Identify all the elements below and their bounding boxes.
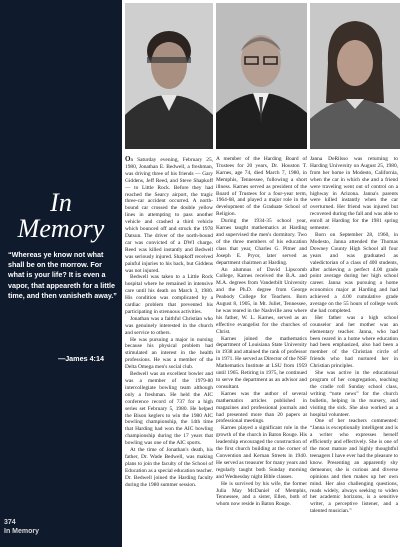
article-paragraph: During the 1934-35 school year, Karnes taught mathematics at Harding and supervised the men's dormitory. Two of the three members of his education class that year, Charles G. Pitner and Joseph E. Pryor, later served as department chairmen at Harding.	[216, 218, 307, 266]
article-paragraph: Janna DeRilsso was returning to Harding University on August 25, 1980, from her home in Modesto, California, when the car in which she and a friend were traveling went out of control on a highway in Arizona. Janna's parents were killed instantly when the car overturned. Her friend was injured but recovered during the fall and was able to enroll at Harding for the 1981 spring semester.	[310, 156, 398, 232]
article-jonathan-bedwell	[125, 156, 213, 544]
section-label: In Memory	[4, 528, 40, 535]
portrait-photo-1	[125, 3, 213, 149]
title-line-1: In	[50, 188, 72, 217]
article-paragraph: An alumnus of David Lipscomb College, Karnes received the B.A. and M.A. degrees from Vanderbilt University and the Ph.D. degree from George Peabody College for Teachers. Born August 8, 1905, in Mt. Juliet, Tennessee, he was reared in the Nashville area where his father, W. L. Karnes, served as an effective evangelist for the churches of Christ.	[216, 266, 307, 335]
article-paragraph: Bedwell was an excellent bowler and was a member of the 1979-80 intercollegiate bowling team although only a freshman. He held the AIC conference record of 737 for a high series set February 5, 1980. He helped the Bison keglers to win the 1980 AIC bowling championship, the 14th time that Harding had won the AIC bowling championship during the 17 years that bowling was one of the AIC sports.	[125, 371, 213, 447]
portrait-photo-3	[310, 3, 400, 149]
article-paragraph: Bedwell was taken to a Little Rock hospital where he remained in intensive care until his death on March 3, 1980. His condition was complicated by a cardiac problem that prevented his participating in strenuous activities.	[125, 274, 213, 315]
title-line-2: Memory	[17, 214, 105, 243]
article-paragraph: She was active in the educational program of her congregation, teaching the cradle roll Sunday school class, writing “note news” for the church bulletin, helping in the nursery, and visiting the sick. She also worked as a hospital volunteer.	[310, 370, 398, 418]
epigraph-reference: —James 4:14	[58, 354, 104, 363]
article-paragraph: He was pursuing a major in nursing because his physical problem had stimulated an interest in the health professions. He was a member of the Delta Omega men's social club.	[125, 336, 213, 371]
section-title	[0, 190, 122, 242]
drop-cap: O	[125, 156, 131, 163]
article-paragraph: Karnes played a significant role in the growth of the church in Baton Rouge. His leadership encouraged the construction of the first church building at the corner of Convention and Kernan Streets in 1940. He served as treasurer for many years and regularly taught both Sunday morning and Wednesday night Bible classes.	[216, 425, 307, 480]
article-paragraph: On Saturday evening, February 25, 1980, Jonathan E. Bedwell, a freshman, was driving three of his friends — Gary Giddens, Jeff Reed, and Steve Shapkoff — to Little Rock. Before they had reached the Searcy airport, the tragic three-car accident occurred. A north-bound car crossed the double yellow lines in attempting to pass another vehicle and crashed a third vehicle which bounced off and struck the 1978 Datsun. The driver of the north-bound car was convicted of a DWI charge. Reed was killed instantly and Bedwell was seriously injured. Shapkoff received painful injuries to his back, but Giddens was not injured.	[125, 156, 213, 274]
article-paragraph: One of her teachers commented: “Janna is exceptionally intelligent and is a writer who expresses herself efficiently and effectively. She is one of the most mature and highly thoughtful teenagers I have ever had the pleasure to know. Presenting an apparently shy demeanor, she is curious and diverse opinions and then makes up her own mind. Her also challenging questions, reads widely, always seeking to widen her academic horizons, is a sensitive writer, a perceptive listener, and a talented musician.”	[310, 418, 398, 515]
article-paragraph: Karnes joined the mathematics department of Louisiana State University in 1938 and attained the rank of professor in 1971. He served as Director of the NSF Mathematics Institute at LSU from 1959 until 1965. Retiring in 1975, he continued to serve the department as an advisor and consultant.	[216, 335, 307, 390]
page-number: 374	[4, 519, 16, 526]
article-paragraph: A member of the Harding Board of Trustees for 20 years, Dr. Houston T. Karnes, age 74, died March 7, 1980, in Memphis, Tennessee, following a short illness. Karnes served as president of the Board of Trustees for a four-year term, 1964-68, and played a major role in the development of the Graduate School of Religion.	[216, 156, 307, 218]
article-paragraph: He is survived by his wife, the former Julia May McDaniel of Memphis, Tennessee, and a sister, Ellen, both of whom now reside in Baton Rouge.	[216, 480, 307, 508]
portrait-young-woman-icon	[310, 3, 400, 149]
sidebar-panel	[0, 0, 122, 547]
article-houston-karnes	[216, 156, 307, 544]
portrait-photo-2	[216, 3, 307, 149]
article-paragraph: Her father was a high school counselor and her mother was an elementary teacher. Janna, who had been reared in a home where education had been emphasized, also had been a member of the Christian circle of friends who had nurtured her in Christian principles.	[310, 314, 398, 370]
epigraph-quote: “Whereas ye know not what shall be on the morrow. For what is your life? It is even a vapor, that appeareth for a little time, and then vanisheth away.”	[8, 250, 117, 300]
article-paragraph: At the time of Jonathan's death, his father, Dr. Wade Bedwell, was making plans to join the faculty of the School of Education as a special education teacher. Dr. Bedwell joined the Harding faculty during the 1980 summer session.	[125, 447, 213, 488]
article-janna-derilsso	[310, 156, 398, 544]
portrait-young-man-icon	[125, 3, 213, 149]
article-paragraph: Jonathan was a faithful Christian who was genuinely interested in the church and service to others.	[125, 315, 213, 336]
article-paragraph: Karnes was the author of several mathematics articles published in magazines and professional journals and had presented more than 20 papers at professional meetings.	[216, 390, 307, 425]
page-footer	[4, 518, 39, 536]
article-paragraph: Born on September 28, 1960, in Modesto, Janna attended the Thomas Downey County High School all four years and was graduated as valedictorian of a class of 400 students, after achieving a perfect 4.00 grade point average during her high school career. Janna was pursuing a home economics major at Harding and had achieved a 4.00 cumulative grade average on the 55 hours of college work she had completed.	[310, 231, 398, 314]
portrait-older-man-glasses-icon	[216, 3, 307, 149]
